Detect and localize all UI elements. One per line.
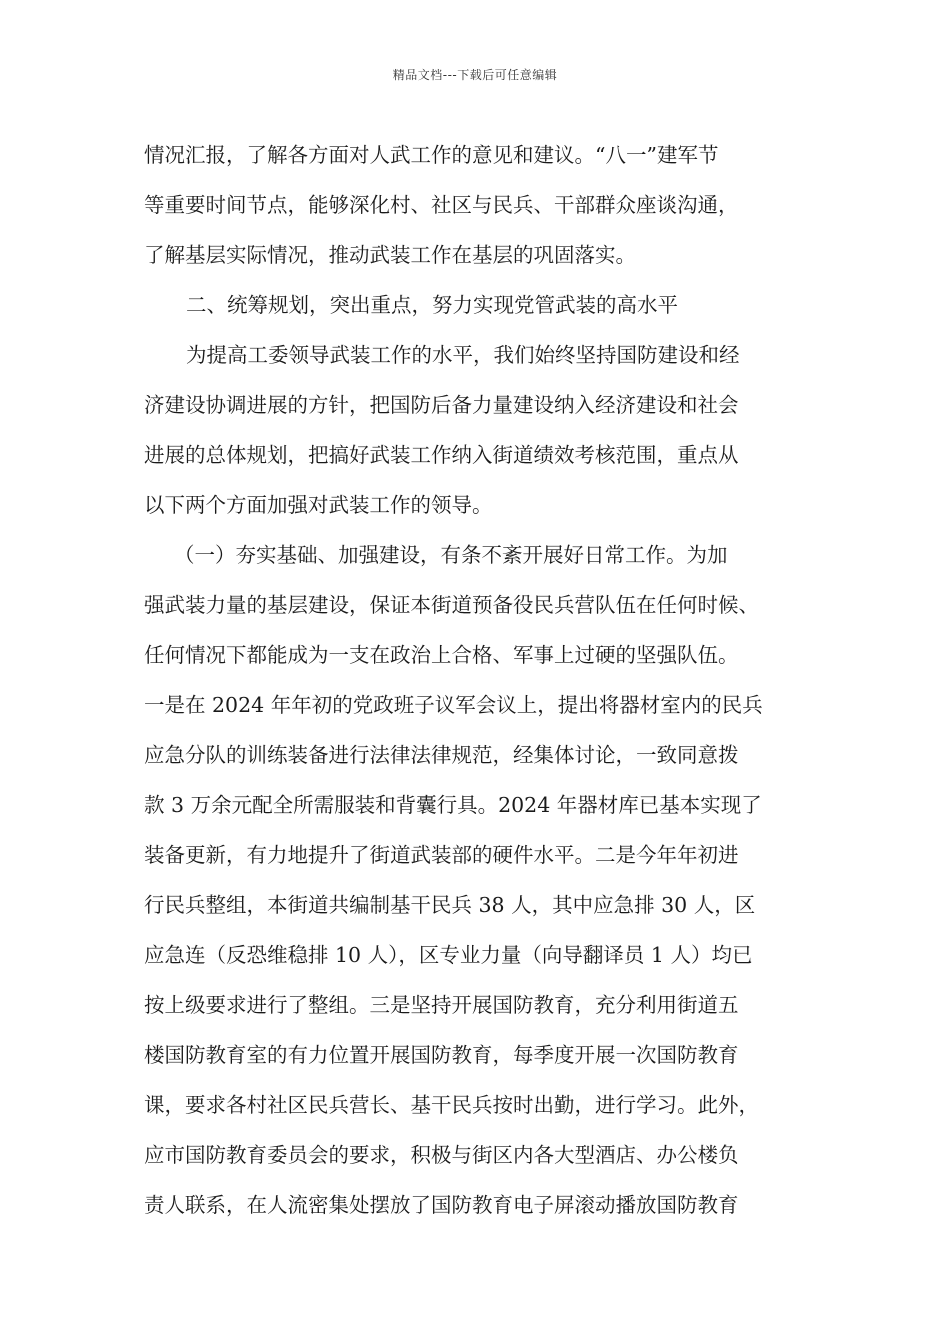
text-line: 行民兵整组，本街道共编制基干民兵 38 人，其中应急排 30 人，区 [144, 893, 756, 917]
page-header: 精品文档---下载后可任意编辑 [392, 68, 558, 82]
document-body [144, 130, 816, 1230]
section-heading: 二、统筹规划，突出重点，努力实现党管武装的高水平 [186, 293, 678, 317]
paragraph-first-line: 为提高工委领导武装工作的水平，我们始终坚持国防建设和经 [186, 343, 740, 367]
text-line: 以下两个方面加强对武装工作的领导。 [144, 493, 493, 517]
text-line: 款 3 万余元配全所需服装和背囊行具。2024 年器材库已基本实现了 [144, 793, 762, 817]
text-line: 装备更新，有力地提升了街道武装部的硬件水平。二是今年年初进 [144, 843, 739, 867]
text-line: 一是在 2024 年年初的党政班子议军会议上，提出将器材室内的民兵 [144, 693, 763, 717]
text-line: 了解基层实际情况，推动武装工作在基层的巩固落实。 [144, 243, 636, 267]
text-line: 进展的总体规划，把搞好武装工作纳入街道绩效考核范围，重点从 [144, 443, 739, 467]
text-line: 课，要求各村社区民兵营长、基干民兵按时出勤，进行学习。此外， [144, 1093, 759, 1117]
text-line: 责人联系，在人流密集处摆放了国防教育电子屏滚动播放国防教育 [144, 1193, 739, 1217]
text-line: 情况汇报，了解各方面对人武工作的意见和建议。“八一”建军节 [144, 143, 719, 167]
text-line: 济建设协调进展的方针，把国防后备力量建设纳入经济建设和社会 [144, 393, 739, 417]
text-line: 按上级要求进行了整组。三是坚持开展国防教育，充分利用街道五 [144, 993, 739, 1017]
text-line: 强武装力量的基层建设，保证本街道预备役民兵营队伍在任何时候、 [144, 593, 759, 617]
text-line: 应急分队的训练装备进行法律法律规范，经集体讨论，一致同意拨 [144, 743, 739, 767]
subsection-heading-line: （一）夯实基础、加强建设，有条不紊开展好日常工作。为加 [174, 543, 728, 567]
text-line: 任何情况下都能成为一支在政治上合格、军事上过硬的坚强队伍。 [144, 643, 739, 667]
text-line: 应急连（反恐维稳排 10 人），区专业力量（向导翻译员 1 人）均已 [144, 943, 753, 967]
text-line: 楼国防教育室的有力位置开展国防教育，每季度开展一次国防教育 [144, 1043, 739, 1067]
text-line: 等重要时间节点，能够深化村、社区与民兵、干部群众座谈沟通， [144, 193, 739, 217]
text-line: 应市国防教育委员会的要求，积极与街区内各大型酒店、办公楼负 [144, 1143, 739, 1167]
